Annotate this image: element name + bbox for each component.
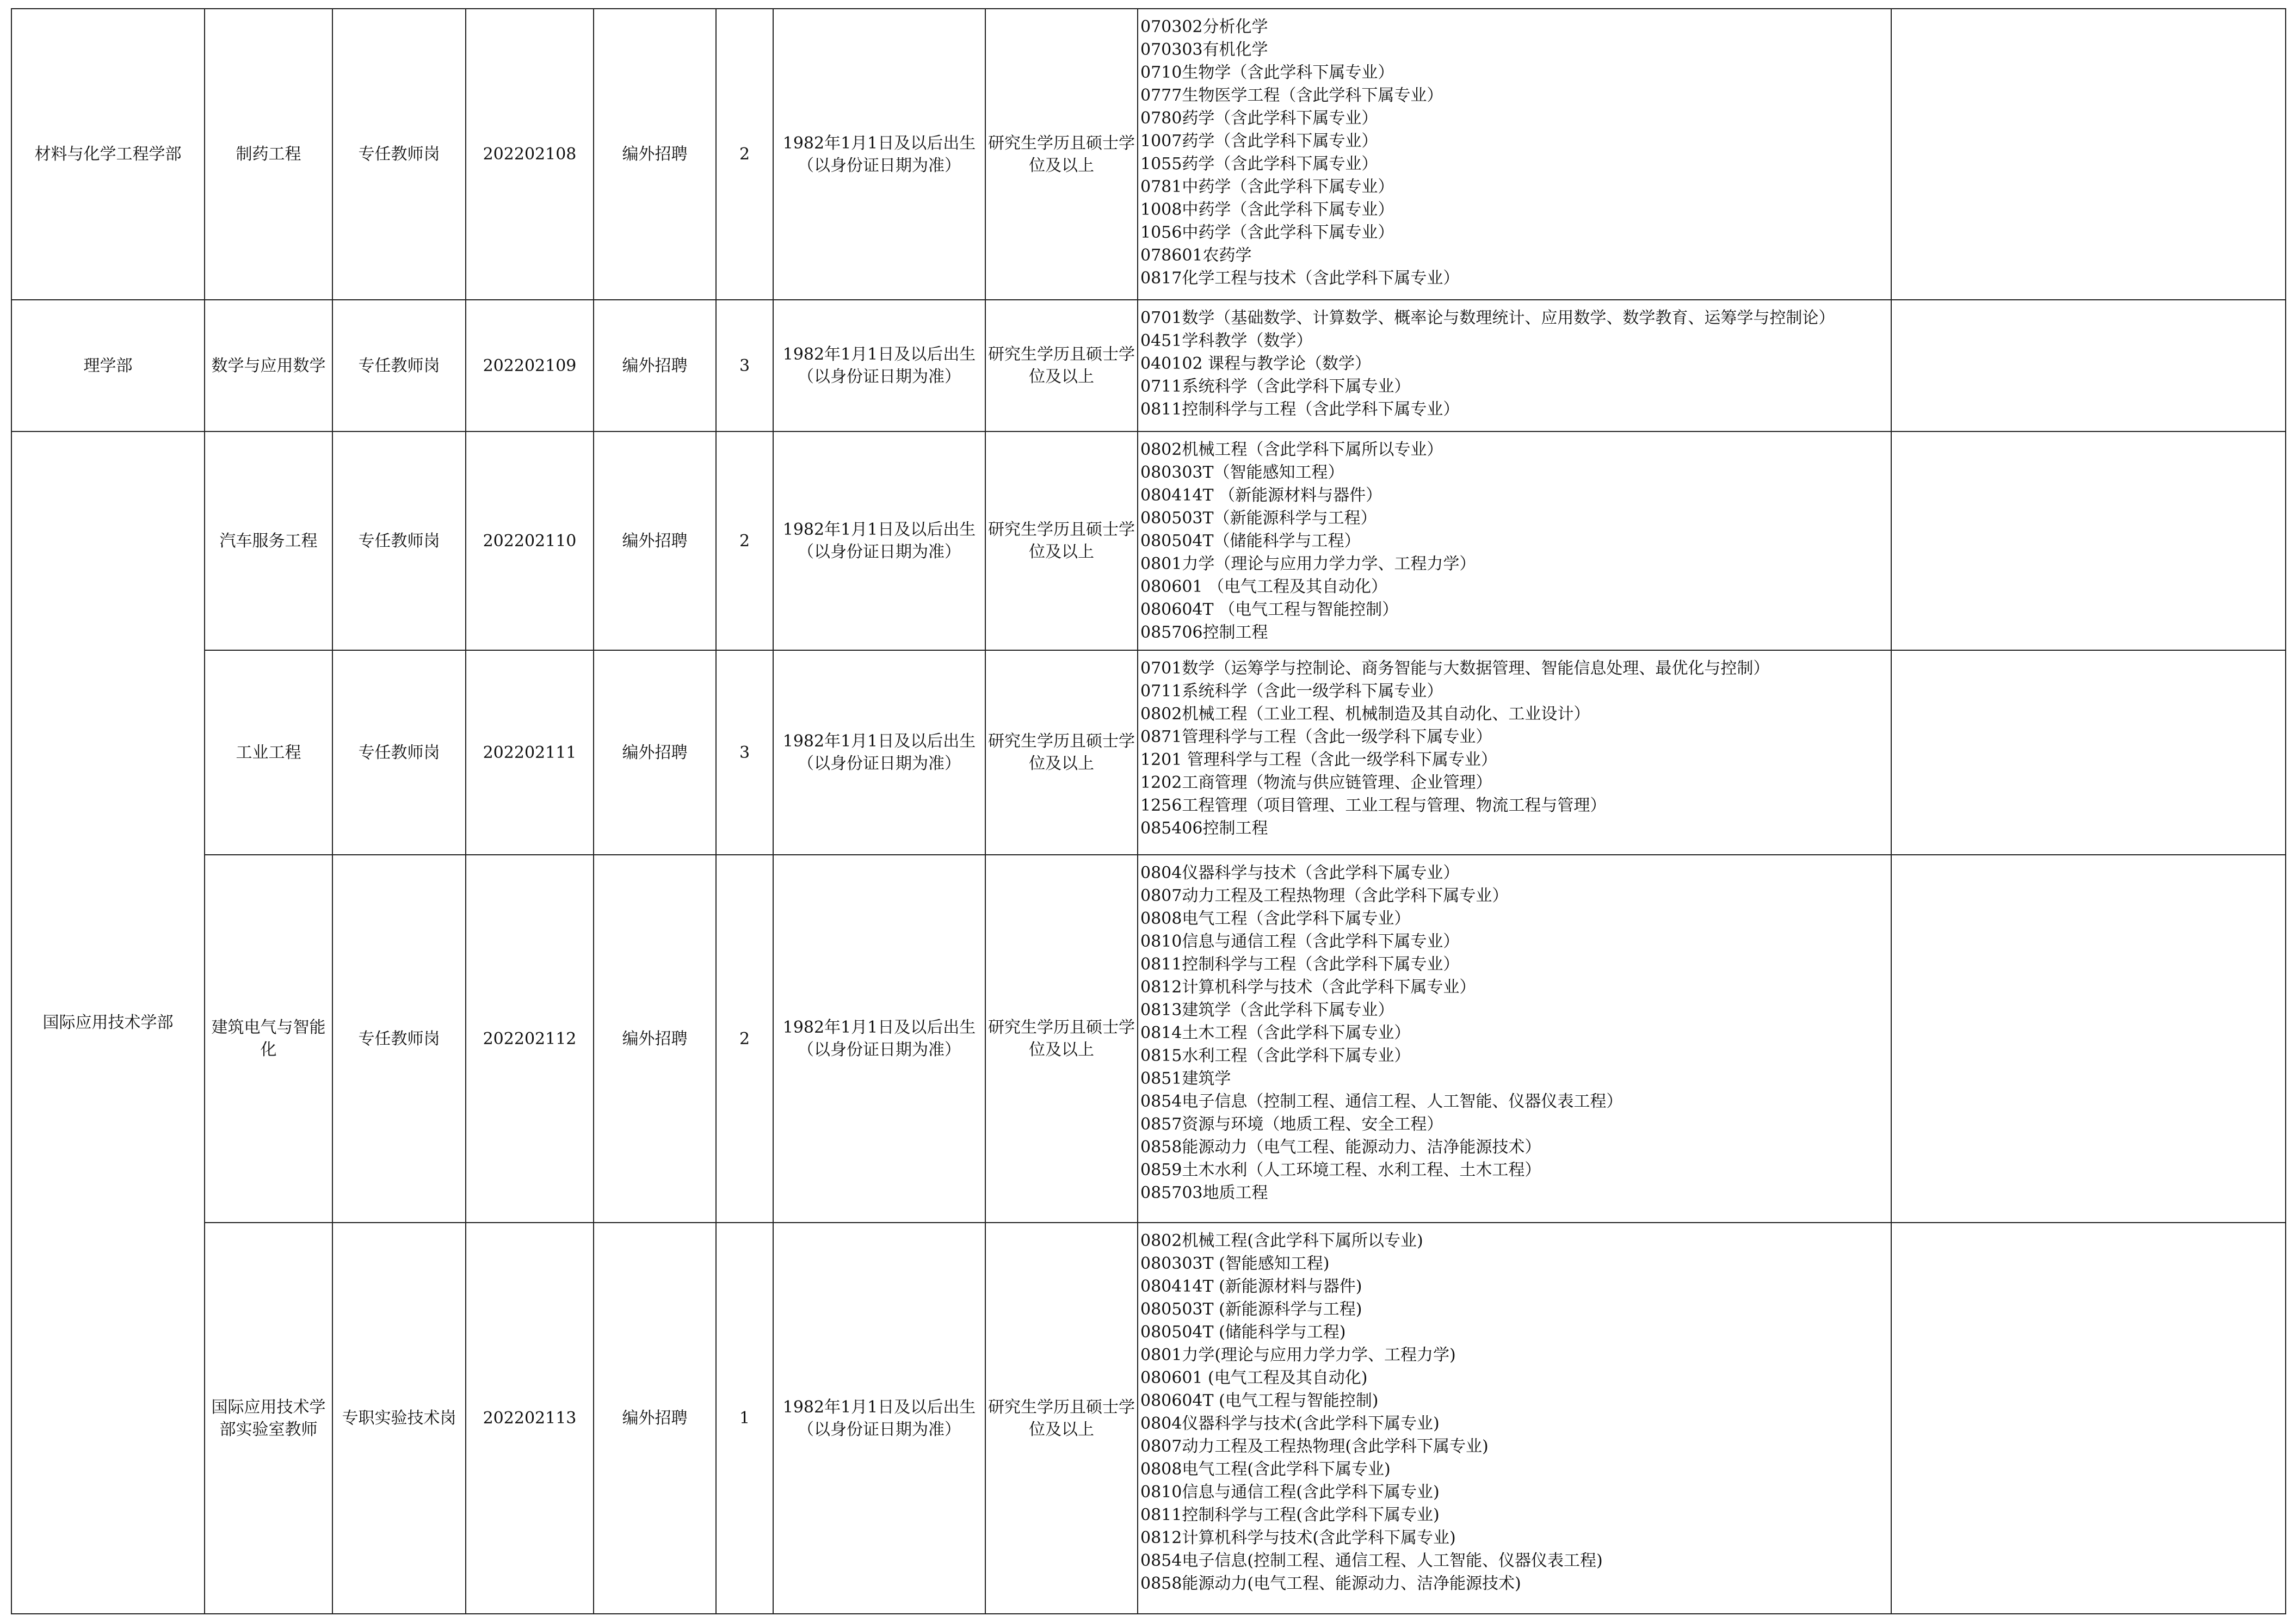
post-type-cell: 专任教师岗 [332, 855, 466, 1223]
education-requirement-cell: 研究生学历且硕士学位及以上 [985, 431, 1138, 650]
count-cell: 2 [716, 9, 773, 300]
age-requirement-cell: 1982年1月1日及以后出生（以身份证日期为准） [773, 9, 985, 300]
major-requirement-item: 070302分析化学 [1140, 17, 1268, 36]
major-cell: 数学与应用数学 [205, 300, 332, 431]
post-type-cell: 专任教师岗 [332, 300, 466, 431]
recruit-method-cell: 编外招聘 [594, 855, 716, 1223]
recruit-method-cell: 编外招聘 [594, 650, 716, 855]
major-requirement-item: 0781中药学（含此学科下属专业） [1140, 177, 1394, 196]
major-requirement-item: 0817化学工程与技术（含此学科下属专业） [1140, 269, 1460, 288]
major-requirement-item: 0780药学（含此学科下属专业） [1140, 109, 1378, 128]
post-code-cell: 202202110 [466, 431, 594, 650]
major-requirements-cell [1138, 1223, 1891, 1614]
remark-cell [1891, 9, 2286, 300]
major-requirement-item: 0711系统科学（含此一级学科下属专业） [1140, 682, 1443, 701]
major-requirement-item: 0804仪器科学与技术（含此学科下属专业） [1140, 863, 1460, 883]
major-requirement-item: 070303有机化学 [1140, 40, 1268, 59]
post-code-cell: 202202113 [466, 1223, 594, 1614]
age-requirement-cell: 1982年1月1日及以后出生（以身份证日期为准） [773, 650, 985, 855]
remark-cell [1891, 431, 2286, 650]
table-row [11, 650, 2286, 855]
major-requirement-item: 0812计算机科学与技术（含此学科下属专业） [1140, 978, 1476, 997]
major-requirement-item: 0801力学(理论与应用力学力学、工程力学) [1140, 1346, 1456, 1365]
dept-cell: 理学部 [11, 300, 205, 431]
count-cell: 1 [716, 1223, 773, 1614]
major-requirement-item: 0804仪器科学与技术(含此学科下属专业) [1140, 1414, 1440, 1433]
major-requirement-item: 0710生物学（含此学科下属专业） [1140, 63, 1394, 82]
major-requirement-item: 0858能源动力(电气工程、能源动力、洁净能源技术) [1140, 1574, 1521, 1593]
major-cell: 汽车服务工程 [205, 431, 332, 650]
table-row [11, 9, 2286, 300]
major-requirement-item: 080604T （电气工程与智能控制） [1140, 600, 1399, 619]
major-requirement-item: 085706控制工程 [1140, 623, 1268, 642]
post-code-cell: 202202112 [466, 855, 594, 1223]
major-requirement-item: 0811控制科学与工程(含此学科下属专业) [1140, 1506, 1440, 1525]
recruit-method-cell: 编外招聘 [594, 9, 716, 300]
major-requirement-item: 080604T (电气工程与智能控制) [1140, 1391, 1379, 1410]
dept-cell: 材料与化学工程学部 [11, 9, 205, 300]
major-requirement-item: 1007药学（含此学科下属专业） [1140, 132, 1378, 151]
remark-cell [1891, 1223, 2286, 1614]
post-type-cell: 专任教师岗 [332, 9, 466, 300]
major-requirements-cell [1138, 855, 1891, 1223]
major-requirement-item: 0810信息与通信工程(含此学科下属专业) [1140, 1483, 1440, 1502]
recruit-method-cell: 编外招聘 [594, 431, 716, 650]
major-requirement-item: 0811控制科学与工程（含此学科下属专业） [1140, 400, 1460, 419]
post-code-cell: 202202108 [466, 9, 594, 300]
major-cell: 工业工程 [205, 650, 332, 855]
major-requirements-cell [1138, 300, 1891, 431]
major-requirements-cell [1138, 9, 1891, 300]
major-requirement-item: 0813建筑学（含此学科下属专业） [1140, 1001, 1394, 1020]
major-requirement-item: 080504T（储能科学与工程） [1140, 532, 1361, 551]
major-requirement-item: 0854电子信息(控制工程、通信工程、人工智能、仪器仪表工程) [1140, 1551, 1603, 1570]
dept-cell: 国际应用技术学部 [11, 431, 205, 1614]
major-requirement-item: 1056中药学（含此学科下属专业） [1140, 223, 1394, 242]
major-requirement-item: 085406控制工程 [1140, 819, 1268, 838]
major-requirement-item: 0851建筑学 [1140, 1069, 1231, 1088]
education-requirement-cell: 研究生学历且硕士学位及以上 [985, 855, 1138, 1223]
major-requirement-item: 0807动力工程及工程热物理（含此学科下属专业） [1140, 886, 1509, 905]
age-requirement-cell: 1982年1月1日及以后出生（以身份证日期为准） [773, 855, 985, 1223]
major-requirement-item: 0451学科教学（数学） [1140, 331, 1313, 350]
major-cell: 国际应用技术学部实验室教师 [205, 1223, 332, 1614]
major-requirement-item: 0808电气工程(含此学科下属专业) [1140, 1460, 1391, 1479]
major-requirement-item: 0701数学（基础数学、计算数学、概率论与数理统计、应用数学、数学教育、运筹学与控制论） [1140, 309, 1835, 328]
major-requirement-item: 0701数学（运筹学与控制论、商务智能与大数据管理、智能信息处理、最优化与控制） [1140, 659, 1770, 678]
major-requirement-item: 0811控制科学与工程（含此学科下属专业） [1140, 955, 1460, 974]
count-cell: 2 [716, 855, 773, 1223]
major-requirement-item: 1202工商管理（物流与供应链管理、企业管理） [1140, 773, 1492, 792]
major-cell: 制药工程 [205, 9, 332, 300]
major-requirement-item: 0802机械工程（工业工程、机械制造及其自动化、工业设计） [1140, 705, 1590, 724]
major-requirement-item: 1008中药学（含此学科下属专业） [1140, 200, 1394, 219]
post-type-cell: 专任教师岗 [332, 650, 466, 855]
major-requirements-cell [1138, 650, 1891, 855]
table-row [11, 855, 2286, 1223]
count-cell: 3 [716, 650, 773, 855]
major-requirement-item: 0802机械工程（含此学科下属所以专业） [1140, 440, 1443, 459]
post-type-cell: 专任教师岗 [332, 431, 466, 650]
major-requirement-item: 0807动力工程及工程热物理(含此学科下属专业) [1140, 1437, 1489, 1456]
age-requirement-cell: 1982年1月1日及以后出生（以身份证日期为准） [773, 1223, 985, 1614]
table-row [11, 300, 2286, 431]
major-requirement-item: 0777生物医学工程（含此学科下属专业） [1140, 86, 1443, 105]
recruit-method-cell: 编外招聘 [594, 1223, 716, 1614]
remark-cell [1891, 650, 2286, 855]
education-requirement-cell: 研究生学历且硕士学位及以上 [985, 650, 1138, 855]
major-requirements-cell [1138, 431, 1891, 650]
major-requirement-item: 080504T (储能科学与工程) [1140, 1323, 1346, 1342]
major-requirement-item: 0815水利工程（含此学科下属专业） [1140, 1046, 1411, 1065]
post-type-cell: 专职实验技术岗 [332, 1223, 466, 1614]
major-requirement-item: 080303T (智能感知工程) [1140, 1254, 1330, 1273]
major-requirement-item: 080601 (电气工程及其自动化) [1140, 1368, 1368, 1387]
major-requirement-item: 080414T (新能源材料与器件) [1140, 1277, 1362, 1296]
post-code-cell: 202202111 [466, 650, 594, 855]
major-requirement-item: 0711系统科学（含此学科下属专业） [1140, 377, 1411, 396]
major-requirement-item: 0857资源与环境（地质工程、安全工程） [1140, 1115, 1443, 1134]
major-requirement-item: 0814土木工程（含此学科下属专业） [1140, 1023, 1411, 1043]
major-requirement-item: 0802机械工程(含此学科下属所以专业) [1140, 1231, 1423, 1250]
table-row [11, 1223, 2286, 1614]
major-requirement-item: 0859土木水利（人工环境工程、水利工程、土木工程） [1140, 1161, 1541, 1180]
major-requirement-item: 0808电气工程（含此学科下属专业） [1140, 909, 1411, 928]
major-requirement-item: 078601农药学 [1140, 246, 1252, 265]
major-cell: 建筑电气与智能化 [205, 855, 332, 1223]
age-requirement-cell: 1982年1月1日及以后出生（以身份证日期为准） [773, 431, 985, 650]
major-requirement-item: 040102 课程与教学论（数学） [1140, 354, 1372, 373]
major-requirement-item: 080503T（新能源科学与工程） [1140, 509, 1377, 528]
major-requirement-item: 085703地质工程 [1140, 1183, 1268, 1202]
remark-cell [1891, 300, 2286, 431]
education-requirement-cell: 研究生学历且硕士学位及以上 [985, 9, 1138, 300]
post-code-cell: 202202109 [466, 300, 594, 431]
major-requirement-item: 080414T （新能源材料与器件） [1140, 486, 1382, 505]
major-requirement-item: 080303T（智能感知工程） [1140, 463, 1344, 482]
count-cell: 2 [716, 431, 773, 650]
recruit-method-cell: 编外招聘 [594, 300, 716, 431]
major-requirement-item: 1201 管理科学与工程（含此一级学科下属专业） [1140, 750, 1497, 769]
major-requirement-item: 080601 （电气工程及其自动化） [1140, 577, 1388, 596]
major-requirement-item: 0871管理科学与工程（含此一级学科下属专业） [1140, 727, 1492, 747]
major-requirement-item: 1055药学（含此学科下属专业） [1140, 155, 1378, 174]
major-requirement-item: 0812计算机科学与技术(含此学科下属专业) [1140, 1528, 1456, 1547]
major-requirement-item: 080503T (新能源科学与工程) [1140, 1300, 1362, 1319]
age-requirement-cell: 1982年1月1日及以后出生（以身份证日期为准） [773, 300, 985, 431]
major-requirement-item: 0858能源动力（电气工程、能源动力、洁净能源技术） [1140, 1138, 1541, 1157]
major-requirement-item: 0801力学（理论与应用力学力学、工程力学） [1140, 554, 1476, 573]
major-requirement-item: 1256工程管理（项目管理、工业工程与管理、物流工程与管理） [1140, 796, 1607, 815]
recruitment-table [11, 8, 2286, 1614]
count-cell: 3 [716, 300, 773, 431]
major-requirement-item: 0810信息与通信工程（含此学科下属专业） [1140, 932, 1460, 951]
major-requirement-item: 0854电子信息（控制工程、通信工程、人工智能、仪器仪表工程） [1140, 1092, 1623, 1111]
table-row [11, 431, 2286, 650]
education-requirement-cell: 研究生学历且硕士学位及以上 [985, 1223, 1138, 1614]
remark-cell [1891, 855, 2286, 1223]
education-requirement-cell: 研究生学历且硕士学位及以上 [985, 300, 1138, 431]
